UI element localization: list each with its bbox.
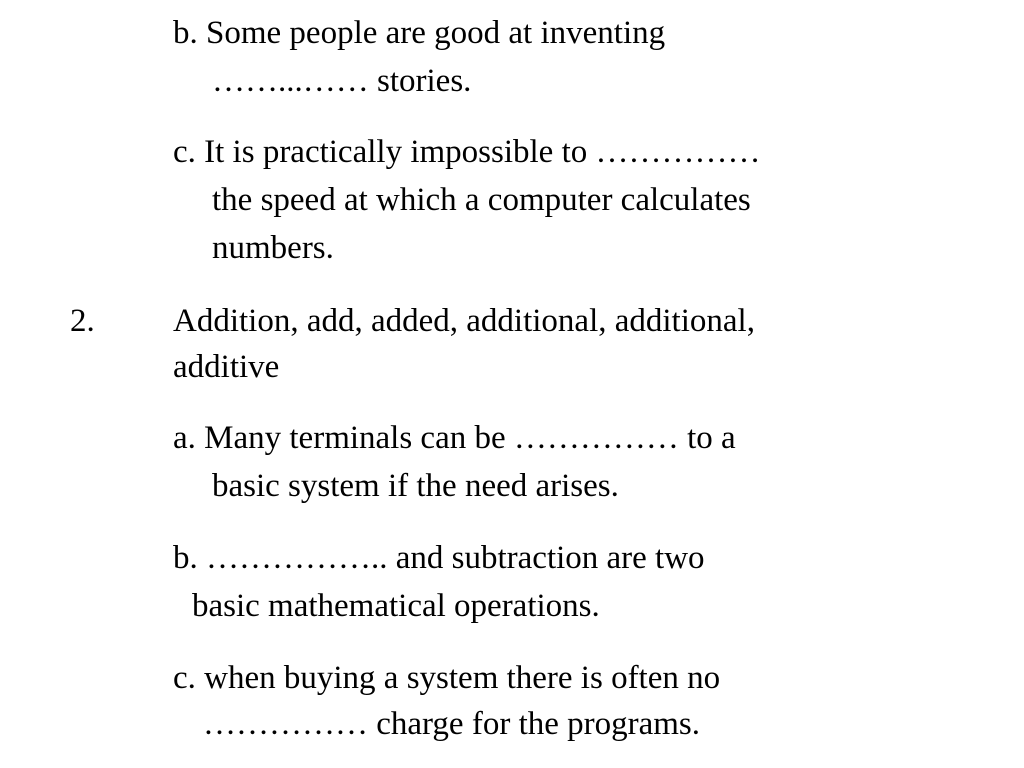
exercise-2c-line-1: c. when buying a system there is often no xyxy=(173,660,721,696)
exercise-2c-line-2: …………… charge for the programs. xyxy=(203,706,701,742)
exercise-1b-line-2: ……...…… stories. xyxy=(212,63,472,99)
exercise-2b-line-2: basic mathematical operations. xyxy=(192,588,600,624)
item-number: 2. xyxy=(70,303,95,339)
exercise-1b-line-1: b. Some people are good at inventing xyxy=(173,15,666,51)
exercise-2a-line-2: basic system if the need arises. xyxy=(212,468,619,504)
exercise-2b-line-1: b. …………….. and subtraction are two xyxy=(173,540,705,576)
word-family-line-1: Addition, add, added, additional, additional, xyxy=(173,303,755,339)
word-family-line-2: additive xyxy=(173,349,280,385)
exercise-1c-line-3: numbers. xyxy=(212,230,334,266)
exercise-2a-line-1: a. Many terminals can be …………… to a xyxy=(173,420,736,456)
exercise-1c-line-1: c. It is practically impossible to …………… xyxy=(173,134,761,170)
exercise-1c-line-2: the speed at which a computer calculates xyxy=(212,182,751,218)
